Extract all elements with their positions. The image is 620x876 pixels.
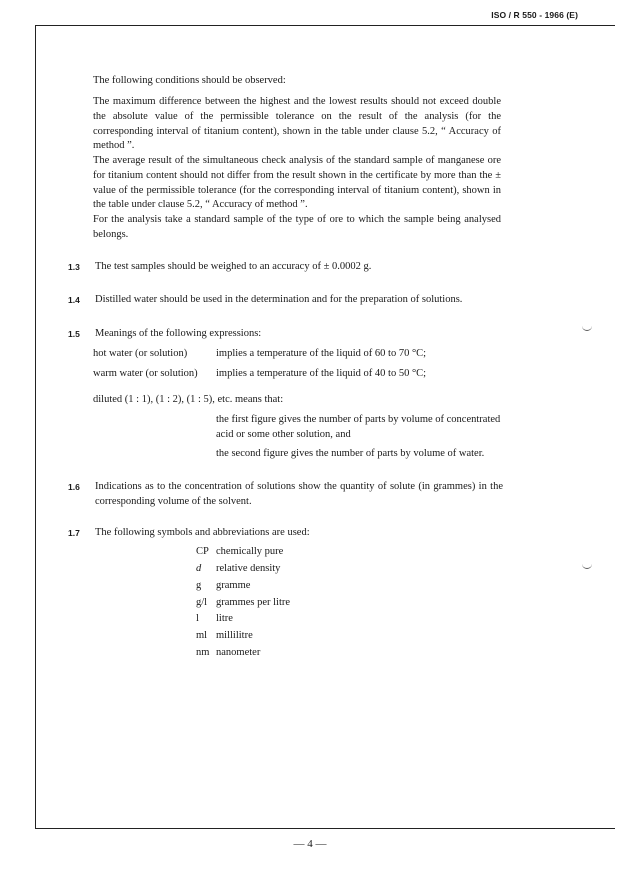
section-1-7-title: The following symbols and abbreviations are used:: [95, 527, 310, 538]
first-figure-definition: the first figure gives the number of parts by volume of concentrated acid or some other solution, and: [216, 414, 501, 440]
section-1-6-text: Indications as to the concentration of solutions show the quantity of solute (in grammes) in the corresponding volume of the solvent.: [95, 481, 503, 507]
section-number-1-4: 1.4: [68, 295, 80, 305]
max-difference-paragraph: The maximum difference between the highest and the lowest results should not exceed double the absolute value of the permissible tolerance on the result of the analysis (for the corresponding interval of titanium content), shown in the table under clause 5.2, “ Accuracy of method ”.: [93, 96, 501, 152]
section-1-4-text: Distilled water should be used in the determination and for the preparation of solutions.: [95, 294, 463, 305]
symbol-l-definition: litre: [216, 613, 233, 624]
section-number-1-3: 1.3: [68, 262, 80, 272]
symbol-g: g: [196, 580, 202, 591]
symbol-g-per-l-definition: grammes per litre: [216, 597, 291, 608]
hot-water-term: hot water (or solution): [93, 348, 188, 359]
conditions-intro: The following conditions should be observed:: [93, 75, 286, 86]
warm-water-definition: implies a temperature of the liquid of 40 to 50 °C;: [216, 368, 427, 379]
section-number-1-5: 1.5: [68, 329, 80, 339]
section-1-3-text: The test samples should be weighed to an accuracy of ± 0.0002 g.: [95, 261, 372, 272]
document-id-header: ISO / R 550 - 1966 (E): [491, 10, 578, 20]
section-1-5-title: Meanings of the following expressions:: [95, 328, 262, 339]
symbol-d-definition: relative density: [216, 563, 281, 574]
symbol-d: d: [196, 563, 202, 574]
symbol-cp: CP: [196, 546, 209, 557]
symbol-nm: nm: [196, 647, 210, 658]
diluted-term: diluted (1 : 1), (1 : 2), (1 : 5), etc. means that:: [93, 394, 284, 405]
page-number: — 4 —: [293, 838, 327, 850]
symbol-g-definition: gramme: [216, 580, 251, 591]
section-number-1-6: 1.6: [68, 482, 80, 492]
symbol-ml: ml: [196, 630, 208, 641]
section-number-1-7: 1.7: [68, 528, 80, 538]
symbol-nm-definition: nanometer: [216, 647, 261, 658]
average-result-paragraph: The average result of the simultaneous check analysis of the standard sample of manganese ore for titanium content should not differ from the result shown in the certificate by more than the ± value of the permissible tolerance (for the corresponding interval of titanium content), shown in the table under clause 5.2, “ Accuracy of method ”.: [93, 155, 501, 211]
second-figure-definition: the second figure gives the number of parts by volume of water.: [216, 448, 485, 459]
symbol-ml-definition: millilitre: [216, 630, 253, 641]
standard-sample-paragraph: For the analysis take a standard sample of the type of ore to which the sample being analysed belongs.: [93, 214, 501, 240]
symbol-g-per-l: g/l: [196, 597, 208, 608]
hot-water-definition: implies a temperature of the liquid of 60 to 70 °C;: [216, 348, 427, 359]
warm-water-term: warm water (or solution): [93, 368, 198, 379]
symbol-cp-definition: chemically pure: [216, 546, 284, 557]
symbol-l: l: [196, 613, 199, 624]
